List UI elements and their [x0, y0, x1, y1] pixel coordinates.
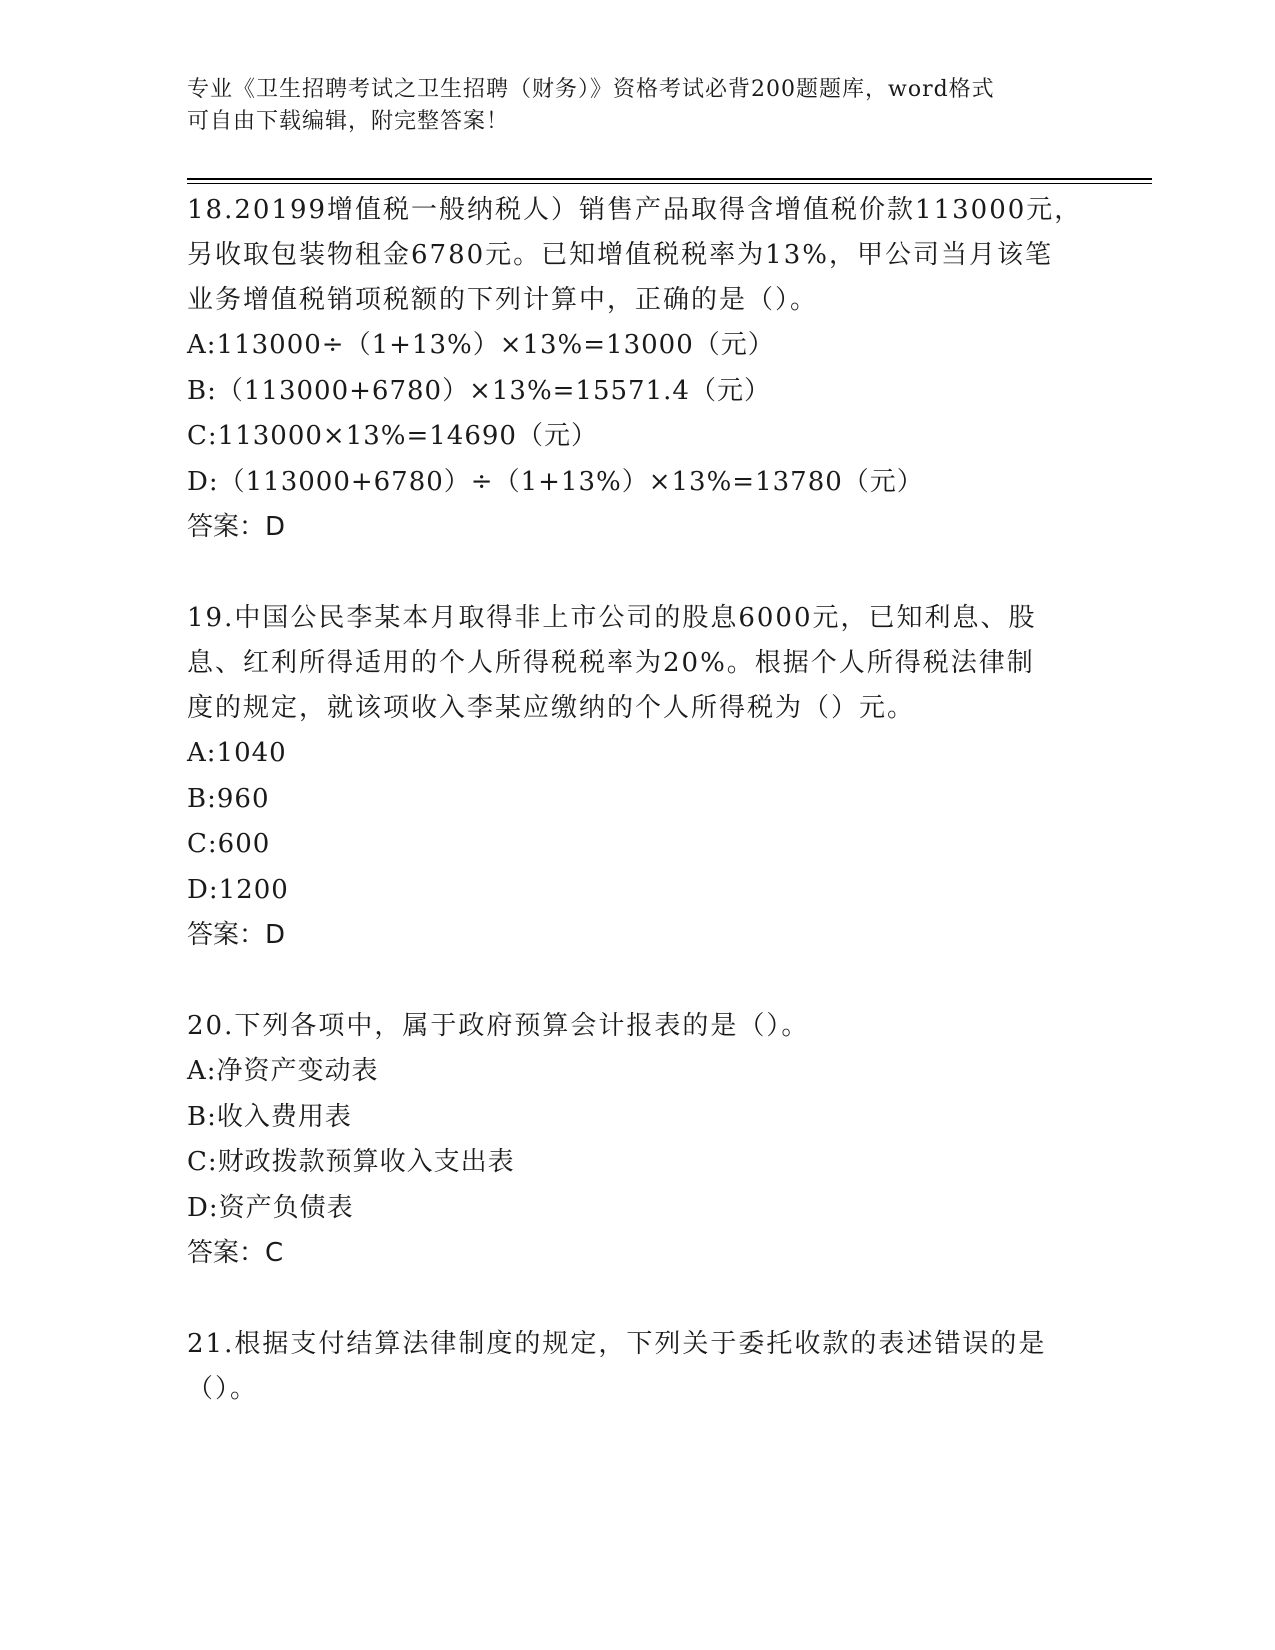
option-d: D:资产负债表	[187, 1192, 354, 1223]
option-a: A:113000÷（1+13%）×13%=13000（元）	[187, 330, 775, 360]
question-21	[187, 1322, 1087, 1412]
question-18	[187, 188, 1087, 550]
option-a: A:1040	[187, 738, 287, 768]
document-header	[187, 74, 1067, 138]
answer: 答案：C	[187, 1238, 284, 1268]
option-d: D:（113000+6780）÷（1+13%）×13%=13780（元）	[187, 466, 924, 497]
question-20	[187, 1004, 1087, 1276]
question-stem	[187, 1004, 1087, 1049]
option-c: C:113000×13%=14690（元）	[187, 421, 598, 451]
stem-line: 度的规定，就该项收入李某应缴纳的个人所得税为（）元。	[187, 693, 916, 723]
header-divider-thin	[187, 183, 1152, 184]
question-stem	[187, 1322, 1087, 1412]
option-b: B:960	[187, 783, 270, 814]
stem-line: 19.中国公民李某本月取得非上市公司的股息6000元，已知利息、股	[187, 603, 1037, 633]
option-b: B:收入费用表	[187, 1101, 352, 1132]
header-divider-thick	[187, 178, 1152, 180]
question-list	[187, 188, 1087, 1458]
stem-line: 20.下列各项中，属于政府预算会计报表的是（）。	[187, 1011, 810, 1041]
question-stem	[187, 596, 1087, 731]
option-a: A:净资产变动表	[187, 1056, 379, 1086]
option-c: C:600	[187, 829, 271, 859]
stem-line: 息、红利所得适用的个人所得税税率为20%。根据个人所得税法律制	[187, 648, 1035, 678]
stem-line: 另收取包装物租金6780元。已知增值税税率为13%，甲公司当月该笔	[187, 240, 1053, 270]
header-line-1: 专业《卫生招聘考试之卫生招聘（财务）》资格考试必背200题题库，word格式	[187, 77, 995, 102]
option-d: D:1200	[187, 874, 289, 905]
option-c: C:财政拨款预算收入支出表	[187, 1147, 515, 1177]
header-line-2: 可自由下载编辑，附完整答案！	[187, 109, 510, 134]
stem-line: （）。	[187, 1374, 259, 1404]
stem-line: 业务增值税销项税额的下列计算中，正确的是（）。	[187, 285, 819, 315]
stem-line: 18.20199增值税一般纳税人）销售产品取得含增值税价款113000元，	[187, 195, 1083, 225]
answer: 答案：D	[187, 920, 286, 950]
stem-line: 21.根据支付结算法律制度的规定，下列关于委托收款的表述错误的是	[187, 1329, 1047, 1359]
answer: 答案：D	[187, 512, 286, 542]
question-stem	[187, 188, 1087, 323]
question-19	[187, 596, 1087, 958]
option-b: B:（113000+6780）×13%=15571.4（元）	[187, 375, 771, 406]
